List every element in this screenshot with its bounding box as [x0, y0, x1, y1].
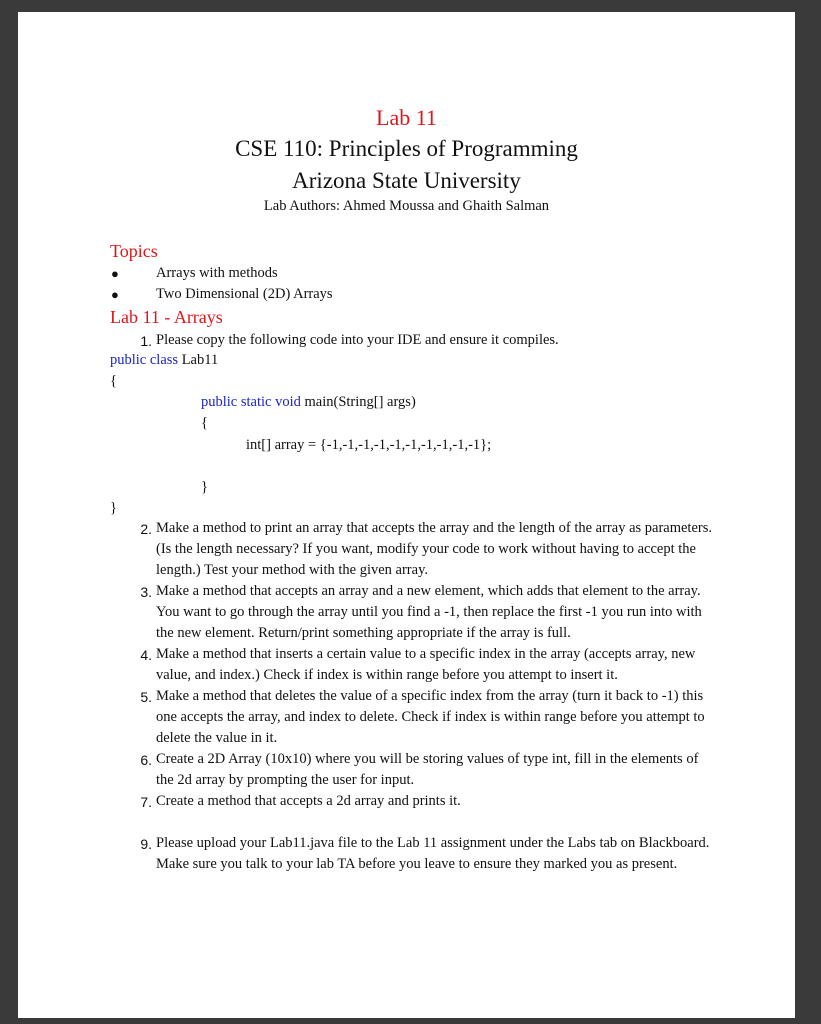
list-item-text: Make a method that accepts an array and a new element, which adds that element to the array. You want to go through the array until you find a -1, then replace the first -1 you run into with the new element. Return/print something appropriate if the array is full.	[156, 583, 702, 641]
lab-authors: Lab Authors: Ahmed Moussa and Ghaith Salman	[263, 198, 550, 214]
code-line-class	[110, 352, 218, 369]
list-item-text: Create a 2D Array (10x10) where you will be storing values of type int, fill in the elements of the 2d array by prompting the user for input.	[156, 751, 699, 788]
item-number: 4.	[140, 647, 152, 663]
item-number: 5.	[140, 689, 152, 705]
code-inner-close-brace: }	[201, 479, 208, 495]
document-page	[18, 12, 795, 1018]
list-item-text: Make a method that inserts a certain value to a specific index in the array (accepts array, new value, and index.) Check if index is within range before you attempt to insert it.	[156, 646, 696, 683]
code-method-signature: main(String[] args)	[300, 394, 416, 410]
lab-title: Lab 11	[376, 105, 437, 130]
code-keyword: public class	[110, 352, 179, 368]
code-line-main	[201, 394, 416, 411]
code-keyword: public static void	[201, 394, 301, 410]
list-item-text: Make a method that deletes the value of a specific index from the array (turn it back to -1) this one accepts the array, and index to delete. Check if index is within range before you attempt to delete the value in it.	[156, 688, 705, 746]
list-item-text: Create a method that accepts a 2d array and prints it.	[156, 793, 461, 809]
code-line-array: int[] array = {-1,-1,-1,-1,-1,-1,-1,-1,-1,-1};	[246, 437, 492, 453]
code-inner-open-brace: {	[201, 415, 208, 431]
code-close-brace: }	[110, 500, 117, 516]
topic-item-arrays-methods: Arrays with methods	[156, 265, 278, 281]
arrays-section-heading: Lab 11 - Arrays	[110, 307, 223, 327]
item-number: 3.	[140, 584, 152, 600]
list-item-text: Make a method to print an array that accepts the array and the length of the array as parameters. (Is the length necessary? If you want, modify your code to work without having to accept the length.) Test your method with the given array.	[156, 520, 712, 578]
bullet-icon: ●	[111, 287, 119, 302]
item-number: 7.	[140, 794, 152, 810]
item-number: 9.	[140, 836, 152, 852]
university-name: Arizona State University	[292, 168, 521, 193]
item-number: 6.	[140, 752, 152, 768]
list-item-text: Please upload your Lab11.java file to the Lab 11 assignment under the Labs tab on Blackboard. Make sure you talk to your lab TA before you leave to ensure they marked you as present.	[156, 835, 710, 872]
code-open-brace: {	[110, 373, 117, 389]
code-class-name: Lab11	[178, 352, 219, 368]
item-number: 2.	[140, 521, 152, 537]
topics-heading: Topics	[110, 241, 158, 261]
bullet-icon: ●	[111, 266, 119, 281]
list-item-text: Please copy the following code into your IDE and ensure it compiles.	[156, 332, 559, 348]
course-title: CSE 110: Principles of Programming	[235, 136, 578, 161]
item-number: 1.	[140, 333, 152, 349]
topic-item-2d-arrays: Two Dimensional (2D) Arrays	[156, 286, 333, 302]
